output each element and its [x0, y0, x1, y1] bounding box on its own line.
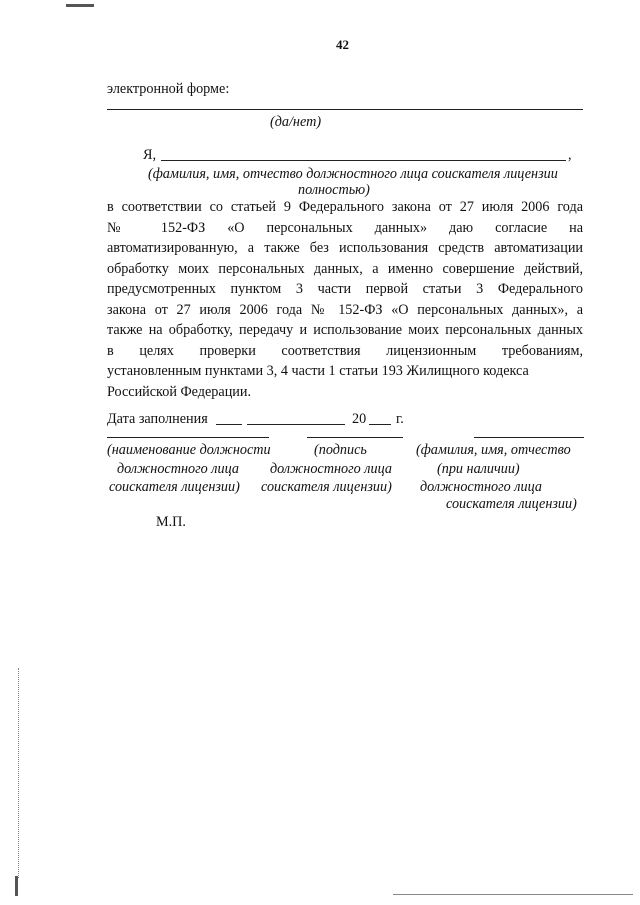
applicant-suffix: ,: [568, 147, 572, 163]
intro-line: электронной форме:: [107, 81, 230, 97]
signature-caption-name: должностного лица: [420, 479, 542, 495]
applicant-name-line: [161, 160, 566, 161]
scan-bottom-edge: [393, 894, 633, 895]
signature-caption-sign: должностного лица: [270, 461, 392, 477]
applicant-caption-line1: (фамилия, имя, отчество должностного лица соискателя лицензии: [148, 166, 558, 182]
date-label: Дата заполнения: [107, 411, 208, 427]
yes-no-line: [107, 109, 583, 110]
consent-line: в целях проверки соответствия лицензионным требованиям,: [107, 343, 583, 359]
applicant-caption-line2: полностью): [298, 182, 370, 198]
consent-line: установленным пунктами 3, 4 части 1 статьи 193 Жилищного кодекса: [107, 363, 529, 379]
stamp-place: М.П.: [156, 514, 186, 530]
signature-line-sign: [307, 437, 403, 438]
date-year-suffix: г.: [396, 411, 404, 427]
consent-line: № 152-ФЗ «О персональных данных» даю согласие на: [107, 220, 583, 236]
consent-line: обработку моих персональных данных, а именно совершение действий,: [107, 261, 583, 277]
signature-caption-name: соискателя лицензии): [446, 496, 577, 512]
page-number: 42: [336, 37, 349, 52]
date-year-line: [369, 424, 391, 425]
scan-left-mark: [15, 876, 18, 896]
yes-no-caption: (да/нет): [270, 114, 322, 130]
consent-line: также на обработку, передачу и использование моих персональных данных: [107, 322, 583, 338]
signature-caption-sign: (подпись: [314, 442, 367, 458]
signature-line-name: [474, 437, 584, 438]
signature-caption-position: должностного лица: [117, 461, 239, 477]
signature-caption-name: (при наличии): [437, 461, 520, 477]
signature-line-position: [107, 437, 269, 438]
consent-line: автоматизированную, а также без использования средств автоматизации: [107, 240, 583, 256]
applicant-prefix: Я,: [143, 147, 157, 163]
date-day-line: [216, 424, 242, 425]
date-year-prefix: 20: [352, 411, 367, 427]
date-month-line: [247, 424, 345, 425]
consent-line: предусмотренных пунктом 3 части первой статьи 3 Федерального: [107, 281, 583, 297]
consent-line: в соответствии со статьей 9 Федерального закона от 27 июля 2006 года: [107, 199, 583, 215]
scan-top-edge: [66, 4, 94, 7]
consent-line: Российской Федерации.: [107, 384, 252, 400]
signature-caption-position: соискателя лицензии): [109, 479, 240, 495]
signature-caption-position: (наименование должности: [107, 442, 271, 458]
signature-caption-name: (фамилия, имя, отчество: [416, 442, 571, 458]
scan-left-edge: [18, 668, 19, 878]
signature-caption-sign: соискателя лицензии): [261, 479, 392, 495]
consent-line: закона от 27 июля 2006 года № 152-ФЗ «О персональных данных», а: [107, 302, 583, 318]
